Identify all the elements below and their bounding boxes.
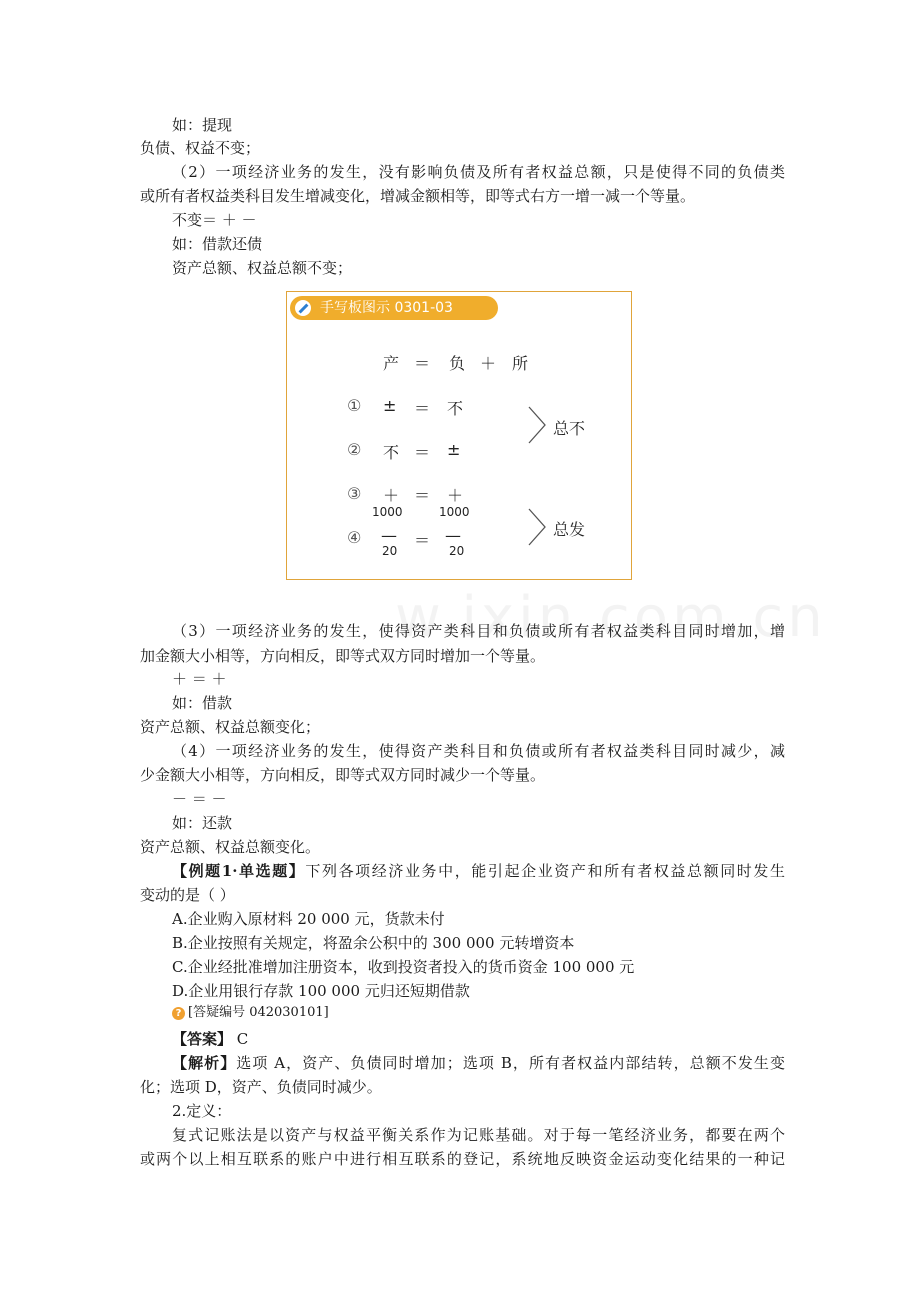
row-number: ① [347,396,362,415]
handwriting-board-diagram [286,291,632,580]
text-line: 资产总额、权益总额变化。 [140,838,321,856]
question-text: 下列各项经济业务中，能引起企业资产和所有者权益总额同时发生 [305,862,785,880]
row-right: ± [447,440,461,459]
explanation-heading: 【解析】 [172,1054,237,1072]
question-mark-icon[interactable]: ? [172,1007,185,1020]
row-right-amount: 20 [449,544,465,558]
row-right: ＋ [447,486,464,505]
header-plus: ＋ [480,354,497,373]
text-line: 不变＝ ＋ － [172,211,257,229]
header-equity: 所 [512,354,529,373]
row-equals: ＝ [414,399,431,418]
row-left-amount: 1000 [372,505,403,519]
paragraph-line: （2）一项经济业务的发生，没有影响负债及所有者权益总额，只是使得不同的负债类 [172,163,785,181]
option-a: A.企业购入原材料 20 000 元，货款未付 [172,910,445,928]
text-line: － ＝ － [172,790,227,808]
text-line: 如：提现 [172,116,233,134]
paragraph-line: 加金额大小相等，方向相反，即等式双方同时增加一个等量。 [140,647,546,665]
explanation-line [172,1051,785,1075]
text-line: 资产总额、权益总额变化； [140,718,321,736]
option-d: D.企业用银行存款 100 000 元归还短期借款 [172,982,470,1000]
text-line: 如：还款 [172,814,233,832]
row-number: ③ [347,484,362,503]
paragraph-line: （3）一项经济业务的发生，使得资产类科目和负债或所有者权益类科目同时增加，增 [172,622,785,640]
question-heading: 【例题1·单选题】 [172,862,306,880]
row-equals: ＝ [414,486,431,505]
row-number: ④ [347,528,362,547]
row-left: — [381,526,397,545]
question-reference-link[interactable]: [答疑编号 042030101] [188,1005,329,1020]
text-line: 如：借款还债 [172,235,263,253]
text-line: 如：借款 [172,694,233,712]
brace-label-total-changed: 总发 [553,520,586,539]
header-liability: 负 [449,354,466,373]
option-b: B.企业按照有关规定，将盈余公积中的 300 000 元转增资本 [172,934,575,952]
paragraph-line: （4）一项经济业务的发生，使得资产类科目和负债或所有者权益类科目同时减少，减 [172,742,785,760]
right-angle-bracket [529,407,545,443]
brace-label-total-unchanged: 总不 [553,419,586,438]
header-asset: 产 [383,354,400,373]
text-line: 负债、权益不变； [140,139,261,157]
definition-line: 复式记账法是以资产与权益平衡关系作为记账基础。对于每一笔经济业务，都要在两个 [172,1126,785,1144]
explanation-line: 化；选项 D，资产、负债同时减少。 [140,1078,382,1096]
diagram-title: 手写板图示 0301-03 [320,300,453,316]
right-angle-bracket [529,509,545,545]
row-left-amount: 20 [382,544,398,558]
row-left: ± [383,396,397,415]
option-c: C.企业经批准增加注册资本，收到投资者投入的货币资金 100 000 元 [172,958,635,976]
answer-line [172,1027,785,1051]
row-right: 不 [447,399,464,418]
row-number: ② [347,440,362,459]
question-line [172,859,785,883]
definition-line: 或两个以上相互联系的账户中进行相互联系的登记，系统地反映资金运动变化结果的一种记 [140,1150,785,1168]
row-right-amount: 1000 [439,505,470,519]
paragraph-line: 或所有者权益类科目发生增减变化，增减金额相等，即等式右方一增一减一个等量。 [140,187,696,205]
paragraph-line: 少金额大小相等，方向相反，即等式双方同时减少一个等量。 [140,766,546,784]
row-left: 不 [383,443,400,462]
question-line: 变动的是（ ） [140,886,235,904]
row-left: ＋ [383,486,400,505]
row-equals: ＝ [414,531,431,550]
header-equals: ＝ [414,354,431,373]
explanation-text: 选项 A，资产、负债同时增加；选项 B，所有者权益内部结转，总额不发生变 [236,1054,785,1072]
answer-heading: 【答案】 [172,1030,233,1048]
definition-heading: 2.定义： [172,1102,232,1120]
text-line: ＋ ＝ ＋ [172,670,227,688]
row-right: — [445,526,461,545]
text-line: 资产总额、权益总额不变； [172,259,353,277]
answer-value: C [232,1030,249,1048]
row-equals: ＝ [414,443,431,462]
